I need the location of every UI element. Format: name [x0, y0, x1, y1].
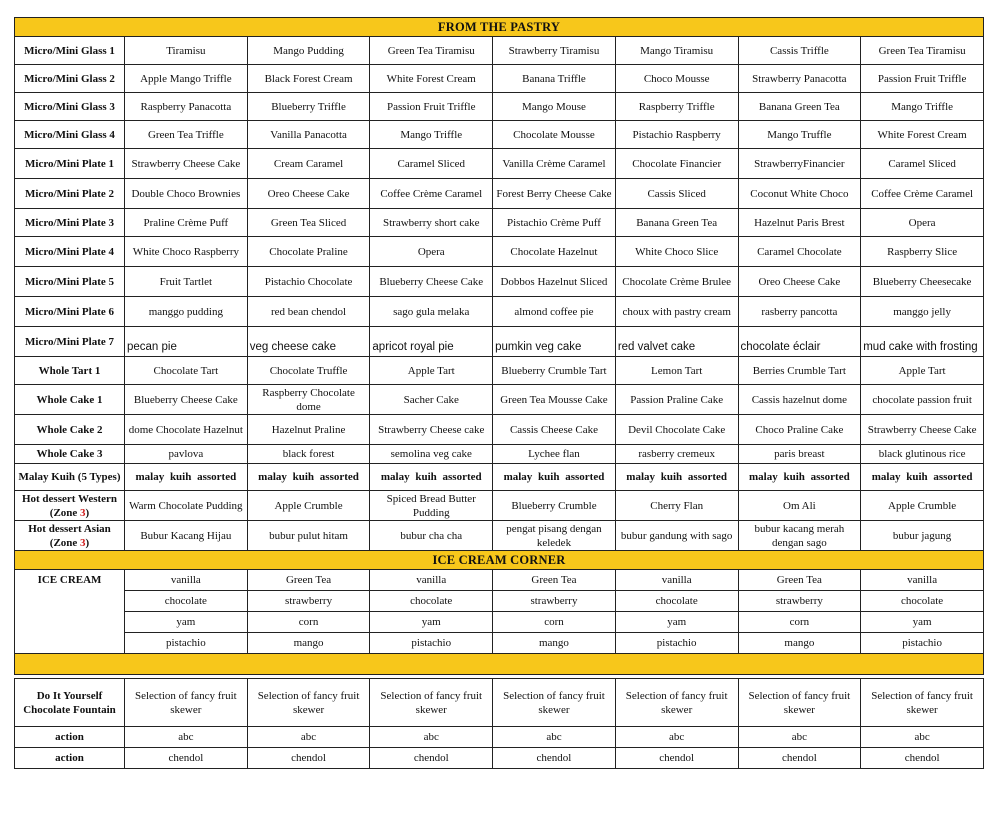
zone-suffix: ) — [85, 506, 90, 519]
action-item: abc — [125, 727, 248, 748]
row-label: Micro/Mini Plate 1 — [15, 149, 125, 179]
menu-row — [15, 521, 984, 551]
row-label — [15, 491, 125, 521]
menu-item: Devil Chocolate Cake — [615, 415, 738, 445]
menu-item: Chocolate Hazelnut — [493, 237, 616, 267]
menu-item: bubur gandung with sago — [615, 521, 738, 551]
menu-item: Blueberry Triffle — [247, 93, 370, 121]
icecream-label: ICE CREAM — [15, 570, 125, 654]
menu-item: Blueberry Crumble Tart — [493, 357, 616, 385]
menu-item: Cherry Flan — [615, 491, 738, 521]
menu-item: Apple Mango Triffle — [125, 65, 248, 93]
icecream-flavor: pistachio — [125, 633, 248, 654]
action-item: abc — [370, 727, 493, 748]
action-item: chendol — [615, 748, 738, 769]
row-label: Micro/Mini Glass 1 — [15, 37, 125, 65]
menu-item: Blueberry Cheese Cake — [125, 385, 248, 415]
spacer-band — [15, 654, 984, 675]
menu-item: Sacher Cake — [370, 385, 493, 415]
row-label: Malay Kuih (5 Types) — [15, 464, 125, 491]
row-label: Whole Cake 1 — [15, 385, 125, 415]
icecream-flavor: pistachio — [370, 633, 493, 654]
menu-item: Pistachio Chocolate — [247, 267, 370, 297]
menu-item: malay kuih assorted — [861, 464, 984, 491]
section-title: ICE CREAM CORNER — [15, 551, 984, 570]
menu-item: Passion Praline Cake — [615, 385, 738, 415]
menu-item: StrawberryFinancier — [738, 149, 861, 179]
menu-item: Strawberry Cheese Cake — [125, 149, 248, 179]
menu-item: manggo pudding — [125, 297, 248, 327]
menu-item: Green Tea Triffle — [125, 121, 248, 149]
menu-row — [15, 209, 984, 237]
menu-item: pavlova — [125, 445, 248, 464]
row-label-text: Hot dessert Asian — [28, 522, 111, 535]
menu-item: Lychee flan — [493, 445, 616, 464]
icecream-flavor: corn — [738, 612, 861, 633]
menu-item: red valvet cake — [615, 327, 738, 357]
icecream-flavor: pistachio — [861, 633, 984, 654]
menu-item: chocolate éclair — [738, 327, 861, 357]
icecream-flavor: corn — [493, 612, 616, 633]
action-item: abc — [247, 727, 370, 748]
row-label: Micro/Mini Plate 5 — [15, 267, 125, 297]
row-label: Micro/Mini Plate 7 — [15, 327, 125, 357]
zone-prefix: (Zone — [49, 536, 81, 549]
zone-number: 3 — [80, 506, 86, 519]
menu-item: Raspberry Panacotta — [125, 93, 248, 121]
zone-suffix: ) — [85, 536, 90, 549]
menu-item: Coconut White Choco — [738, 179, 861, 209]
icecream-flavor: vanilla — [125, 570, 248, 591]
action-row — [15, 727, 984, 748]
menu-item: Coffee Crème Caramel — [861, 179, 984, 209]
fountain-item: Selection of fancy fruit skewer — [861, 679, 984, 727]
menu-item: Cassis Triffle — [738, 37, 861, 65]
menu-item: White Forest Cream — [370, 65, 493, 93]
fountain-item: Selection of fancy fruit skewer — [493, 679, 616, 727]
icecream-flavor: vanilla — [861, 570, 984, 591]
menu-row — [15, 179, 984, 209]
menu-item: Choco Mousse — [615, 65, 738, 93]
menu-item: Lemon Tart — [615, 357, 738, 385]
menu-item: dome Chocolate Hazelnut — [125, 415, 248, 445]
section-band-spacer — [15, 654, 984, 675]
fountain-item: Selection of fancy fruit skewer — [738, 679, 861, 727]
menu-item: White Forest Cream — [861, 121, 984, 149]
menu-item: Mango Pudding — [247, 37, 370, 65]
row-label: Micro/Mini Plate 3 — [15, 209, 125, 237]
menu-item: Pistachio Raspberry — [615, 121, 738, 149]
section-title: FROM THE PASTRY — [15, 18, 984, 37]
menu-item: Green Tea Mousse Cake — [493, 385, 616, 415]
menu-item: Cassis Cheese Cake — [493, 415, 616, 445]
menu-item: pumkin veg cake — [493, 327, 616, 357]
menu-item: Oreo Cheese Cake — [738, 267, 861, 297]
menu-item: Opera — [861, 209, 984, 237]
menu-row — [15, 37, 984, 65]
menu-item: Banana Triffle — [493, 65, 616, 93]
menu-item: Dobbos Hazelnut Sliced — [493, 267, 616, 297]
menu-item: Coffee Crème Caramel — [370, 179, 493, 209]
menu-item: black forest — [247, 445, 370, 464]
menu-item: Raspberry Chocolate dome — [247, 385, 370, 415]
action-item: chendol — [493, 748, 616, 769]
icecream-flavor: chocolate — [370, 591, 493, 612]
menu-item: Strawberry Cheese cake — [370, 415, 493, 445]
menu-item: Chocolate Tart — [125, 357, 248, 385]
icecream-flavor: yam — [370, 612, 493, 633]
icecream-flavor: vanilla — [615, 570, 738, 591]
menu-row — [15, 149, 984, 179]
menu-item: Double Choco Brownies — [125, 179, 248, 209]
menu-item: apricot royal pie — [370, 327, 493, 357]
menu-item: Banana Green Tea — [738, 93, 861, 121]
menu-item: White Choco Slice — [615, 237, 738, 267]
menu-item: Strawberry short cake — [370, 209, 493, 237]
row-label: Micro/Mini Plate 2 — [15, 179, 125, 209]
menu-item: malay kuih assorted — [493, 464, 616, 491]
menu-item: Warm Chocolate Pudding — [125, 491, 248, 521]
row-label: Micro/Mini Glass 4 — [15, 121, 125, 149]
menu-item: Apple Tart — [370, 357, 493, 385]
menu-item: Passion Fruit Triffle — [861, 65, 984, 93]
action-item: abc — [738, 727, 861, 748]
menu-item: Tiramisu — [125, 37, 248, 65]
menu-item: malay kuih assorted — [247, 464, 370, 491]
icecream-flavor: mango — [493, 633, 616, 654]
menu-item: Caramel Sliced — [861, 149, 984, 179]
menu-item: mud cake with frosting — [861, 327, 984, 357]
action-item: chendol — [125, 748, 248, 769]
icecream-row — [15, 570, 984, 591]
action-item: chendol — [738, 748, 861, 769]
icecream-flavor: strawberry — [493, 591, 616, 612]
menu-item: Strawberry Tiramisu — [493, 37, 616, 65]
menu-item: bubur kacang merah dengan sago — [738, 521, 861, 551]
menu-item: red bean chendol — [247, 297, 370, 327]
icecream-row — [15, 591, 984, 612]
menu-item: Raspberry Triffle — [615, 93, 738, 121]
row-label-text: Hot dessert Western — [21, 492, 118, 505]
menu-item: semolina veg cake — [370, 445, 493, 464]
menu-item: Mango Tiramisu — [615, 37, 738, 65]
dessert-menu-table — [14, 17, 984, 769]
section-band-icecream — [15, 551, 984, 570]
fountain-item: Selection of fancy fruit skewer — [247, 679, 370, 727]
menu-row — [15, 297, 984, 327]
icecream-flavor: mango — [738, 633, 861, 654]
zone-number: 3 — [80, 536, 86, 549]
fountain-item: Selection of fancy fruit skewer — [370, 679, 493, 727]
menu-row — [15, 491, 984, 521]
row-label: Whole Cake 2 — [15, 415, 125, 445]
icecream-flavor: strawberry — [738, 591, 861, 612]
icecream-flavor: Green Tea — [738, 570, 861, 591]
menu-item: Black Forest Cream — [247, 65, 370, 93]
menu-item: black glutinous rice — [861, 445, 984, 464]
menu-item: Apple Crumble — [861, 491, 984, 521]
fountain-label: Do It Yourself Chocolate Fountain — [15, 679, 125, 727]
menu-item: Bubur Kacang Hijau — [125, 521, 248, 551]
fountain-row — [15, 679, 984, 727]
menu-item: Blueberry Cheesecake — [861, 267, 984, 297]
action-item: abc — [615, 727, 738, 748]
menu-item: Chocolate Truffle — [247, 357, 370, 385]
menu-item: Passion Fruit Triffle — [370, 93, 493, 121]
menu-item: pecan pie — [125, 327, 248, 357]
icecream-flavor: Green Tea — [493, 570, 616, 591]
menu-item: chocolate passion fruit — [861, 385, 984, 415]
zone-prefix: (Zone — [49, 506, 81, 519]
menu-item: Chocolate Crème Brulee — [615, 267, 738, 297]
menu-item: bubur jagung — [861, 521, 984, 551]
menu-item: Mango Triffle — [370, 121, 493, 149]
menu-item: Chocolate Praline — [247, 237, 370, 267]
menu-row — [15, 385, 984, 415]
menu-item: bubur cha cha — [370, 521, 493, 551]
icecream-flavor: yam — [125, 612, 248, 633]
menu-item: Green Tea Sliced — [247, 209, 370, 237]
menu-item: Cream Caramel — [247, 149, 370, 179]
section-band-pastry — [15, 18, 984, 37]
menu-item: Cassis Sliced — [615, 179, 738, 209]
menu-item: Apple Tart — [861, 357, 984, 385]
menu-item: Green Tea Tiramisu — [861, 37, 984, 65]
menu-item: Mango Truffle — [738, 121, 861, 149]
menu-row — [15, 65, 984, 93]
menu-item: Mango Triffle — [861, 93, 984, 121]
menu-item: Spiced Bread Butter Pudding — [370, 491, 493, 521]
icecream-row — [15, 633, 984, 654]
menu-item: Chocolate Mousse — [493, 121, 616, 149]
menu-item: manggo jelly — [861, 297, 984, 327]
icecream-flavor: corn — [247, 612, 370, 633]
icecream-flavor: yam — [615, 612, 738, 633]
menu-item: Oreo Cheese Cake — [247, 179, 370, 209]
menu-item: bubur pulut hitam — [247, 521, 370, 551]
menu-item: Apple Crumble — [247, 491, 370, 521]
menu-item: Banana Green Tea — [615, 209, 738, 237]
menu-item: Praline Crème Puff — [125, 209, 248, 237]
row-label: Whole Cake 3 — [15, 445, 125, 464]
menu-item: Opera — [370, 237, 493, 267]
menu-item: Pistachio Crème Puff — [493, 209, 616, 237]
menu-item: Forest Berry Cheese Cake — [493, 179, 616, 209]
dessert-menu — [14, 17, 984, 769]
icecream-flavor: strawberry — [247, 591, 370, 612]
action-label: action — [15, 748, 125, 769]
menu-item: Strawberry Panacotta — [738, 65, 861, 93]
fountain-item: Selection of fancy fruit skewer — [125, 679, 248, 727]
icecream-flavor: yam — [861, 612, 984, 633]
action-label: action — [15, 727, 125, 748]
icecream-flavor: Green Tea — [247, 570, 370, 591]
row-label — [15, 521, 125, 551]
menu-item: Caramel Sliced — [370, 149, 493, 179]
menu-item: paris breast — [738, 445, 861, 464]
menu-item: Raspberry Slice — [861, 237, 984, 267]
menu-item: White Choco Raspberry — [125, 237, 248, 267]
action-item: chendol — [247, 748, 370, 769]
row-label: Micro/Mini Plate 4 — [15, 237, 125, 267]
icecream-flavor: pistachio — [615, 633, 738, 654]
menu-row — [15, 357, 984, 385]
icecream-flavor: mango — [247, 633, 370, 654]
menu-item: Hazelnut Praline — [247, 415, 370, 445]
menu-item: Strawberry Cheese Cake — [861, 415, 984, 445]
action-item: chendol — [861, 748, 984, 769]
icecream-flavor: chocolate — [615, 591, 738, 612]
menu-item: rasberry cremeux — [615, 445, 738, 464]
menu-item: Blueberry Cheese Cake — [370, 267, 493, 297]
menu-item: Vanilla Crème Caramel — [493, 149, 616, 179]
icecream-row — [15, 612, 984, 633]
menu-item: Blueberry Crumble — [493, 491, 616, 521]
action-row — [15, 748, 984, 769]
menu-row — [15, 415, 984, 445]
menu-row — [15, 327, 984, 357]
row-label: Whole Tart 1 — [15, 357, 125, 385]
menu-row — [15, 121, 984, 149]
menu-item: sago gula melaka — [370, 297, 493, 327]
icecream-flavor: chocolate — [125, 591, 248, 612]
menu-item: Hazelnut Paris Brest — [738, 209, 861, 237]
menu-item: Fruit Tartlet — [125, 267, 248, 297]
menu-item: malay kuih assorted — [738, 464, 861, 491]
menu-item: Caramel Chocolate — [738, 237, 861, 267]
menu-item: veg cheese cake — [247, 327, 370, 357]
menu-item: choux with pastry cream — [615, 297, 738, 327]
menu-item: Choco Praline Cake — [738, 415, 861, 445]
menu-row — [15, 464, 984, 491]
action-item: chendol — [370, 748, 493, 769]
menu-item: rasberry pancotta — [738, 297, 861, 327]
row-label: Micro/Mini Plate 6 — [15, 297, 125, 327]
menu-item: malay kuih assorted — [370, 464, 493, 491]
fountain-item: Selection of fancy fruit skewer — [615, 679, 738, 727]
menu-row — [15, 237, 984, 267]
menu-row — [15, 93, 984, 121]
menu-item: malay kuih assorted — [125, 464, 248, 491]
action-item: abc — [861, 727, 984, 748]
menu-item: Om Ali — [738, 491, 861, 521]
menu-item: malay kuih assorted — [615, 464, 738, 491]
menu-item: Cassis hazelnut dome — [738, 385, 861, 415]
menu-item: Green Tea Tiramisu — [370, 37, 493, 65]
action-item: abc — [493, 727, 616, 748]
menu-item: Berries Crumble Tart — [738, 357, 861, 385]
menu-row — [15, 267, 984, 297]
row-label: Micro/Mini Glass 3 — [15, 93, 125, 121]
menu-item: almond coffee pie — [493, 297, 616, 327]
menu-item: Chocolate Financier — [615, 149, 738, 179]
menu-item: Mango Mouse — [493, 93, 616, 121]
menu-row — [15, 445, 984, 464]
menu-item: pengat pisang dengan keledek — [493, 521, 616, 551]
menu-item: Vanilla Panacotta — [247, 121, 370, 149]
row-label: Micro/Mini Glass 2 — [15, 65, 125, 93]
icecream-flavor: vanilla — [370, 570, 493, 591]
icecream-flavor: chocolate — [861, 591, 984, 612]
